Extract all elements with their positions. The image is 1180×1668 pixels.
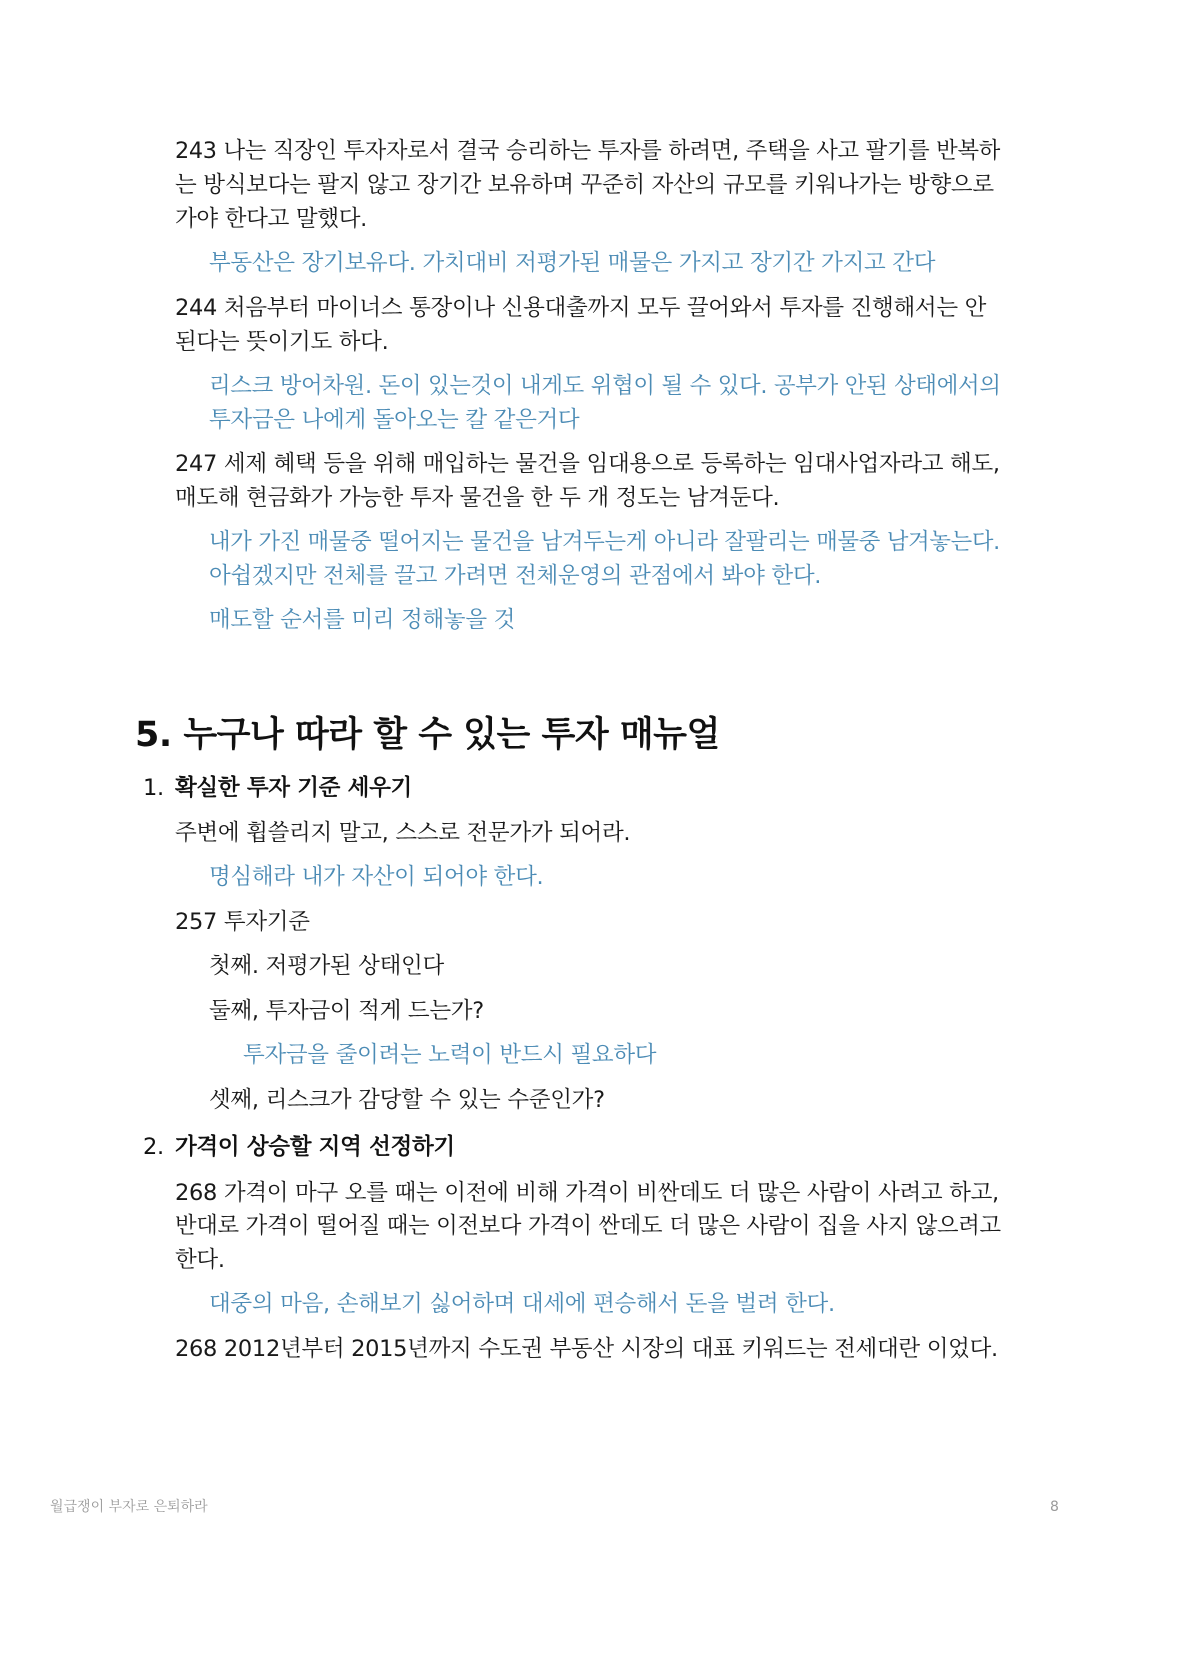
note-247b: 매도할 순서를 미리 정해놓을 것: [209, 607, 516, 633]
criteria-heading: 257 투자기준: [175, 909, 310, 935]
note-268a: 대중의 마음, 손해보기 싫어하며 대세에 편승해서 돈을 벌려 한다.: [209, 1291, 835, 1317]
quote-247-line-2: 매도해 현금화가 가능한 투자 물건을 한 두 개 정도는 남겨둔다.: [175, 485, 780, 511]
criteria-3: 셋째, 리스크가 감당할 수 있는 수준인가?: [209, 1087, 605, 1113]
list-item-1-heading: [143, 770, 412, 806]
item1-note: 명심해라 내가 자산이 되어야 한다.: [209, 864, 544, 890]
quote-244-line-1: 244 처음부터 마이너스 통장이나 신용대출까지 모두 끌어와서 투자를 진행해서는 안: [175, 295, 987, 321]
quote-268b: 268 2012년부터 2015년까지 수도권 부동산 시장의 대표 키워드는 전세대란 이었다.: [175, 1336, 998, 1362]
note-247-line-1: 내가 가진 매물중 떨어지는 물건을 남겨두는게 아니라 잘팔리는 매물중 남겨놓는다.: [209, 529, 1000, 555]
note-244-line-1: 리스크 방어차원. 돈이 있는것이 내게도 위협이 될 수 있다. 공부가 안된 상태에서의: [209, 373, 1001, 399]
section-title: 5. 누구나 따라 할 수 있는 투자 매뉴얼: [135, 715, 720, 755]
quote-243-line-2: 는 방식보다는 팔지 않고 장기간 보유하며 꾸준히 자산의 규모를 키워나가는 방향으로: [175, 172, 994, 198]
quote-268a-line-1: 268 가격이 마구 오를 때는 이전에 비해 가격이 비싼데도 더 많은 사람이 사려고 하고,: [175, 1180, 999, 1206]
criteria-2: 둘째, 투자금이 적게 드는가?: [209, 998, 484, 1024]
quote-268a-line-3: 한다.: [175, 1247, 225, 1273]
quote-243-line-3: 가야 한다고 말했다.: [175, 206, 368, 232]
quote-244-line-2: 된다는 뜻이기도 하다.: [175, 329, 389, 355]
note-247-line-2: 아쉽겠지만 전체를 끌고 가려면 전체운영의 관점에서 봐야 한다.: [209, 563, 822, 589]
item1-text: 주변에 휩쓸리지 말고, 스스로 전문가가 되어라.: [175, 820, 631, 846]
criteria-2-note: 투자금을 줄이려는 노력이 반드시 필요하다: [243, 1042, 657, 1068]
criteria-1: 첫째. 저평가된 상태인다: [209, 953, 444, 979]
note-243: 부동산은 장기보유다. 가치대비 저평가된 매물은 가지고 장기간 가지고 간다: [209, 250, 936, 276]
footer-page-number: 8: [1050, 1499, 1059, 1515]
list-item-2-number: 2.: [143, 1134, 164, 1160]
list-item-2-title: 가격이 상승할 지역 선정하기: [175, 1134, 455, 1160]
quote-243-line-1: 243 나는 직장인 투자자로서 결국 승리하는 투자를 하려면, 주택을 사고 팔기를 반복하: [175, 138, 1000, 164]
quote-247-line-1: 247 세제 혜택 등을 위해 매입하는 물건을 임대용으로 등록하는 임대사업자라고 해도,: [175, 451, 1000, 477]
footer-book-title: 월급쟁이 부자로 은퇴하라: [50, 1499, 208, 1515]
list-item-1-title: 확실한 투자 기준 세우기: [175, 775, 412, 801]
list-item-1-number: 1.: [143, 775, 164, 801]
list-item-2-heading: [143, 1129, 455, 1165]
note-244-line-2: 투자금은 나에게 돌아오는 칼 같은거다: [209, 407, 580, 433]
quote-268a-line-2: 반대로 가격이 떨어질 때는 이전보다 가격이 싼데도 더 많은 사람이 집을 사지 않으려고: [175, 1213, 1001, 1239]
